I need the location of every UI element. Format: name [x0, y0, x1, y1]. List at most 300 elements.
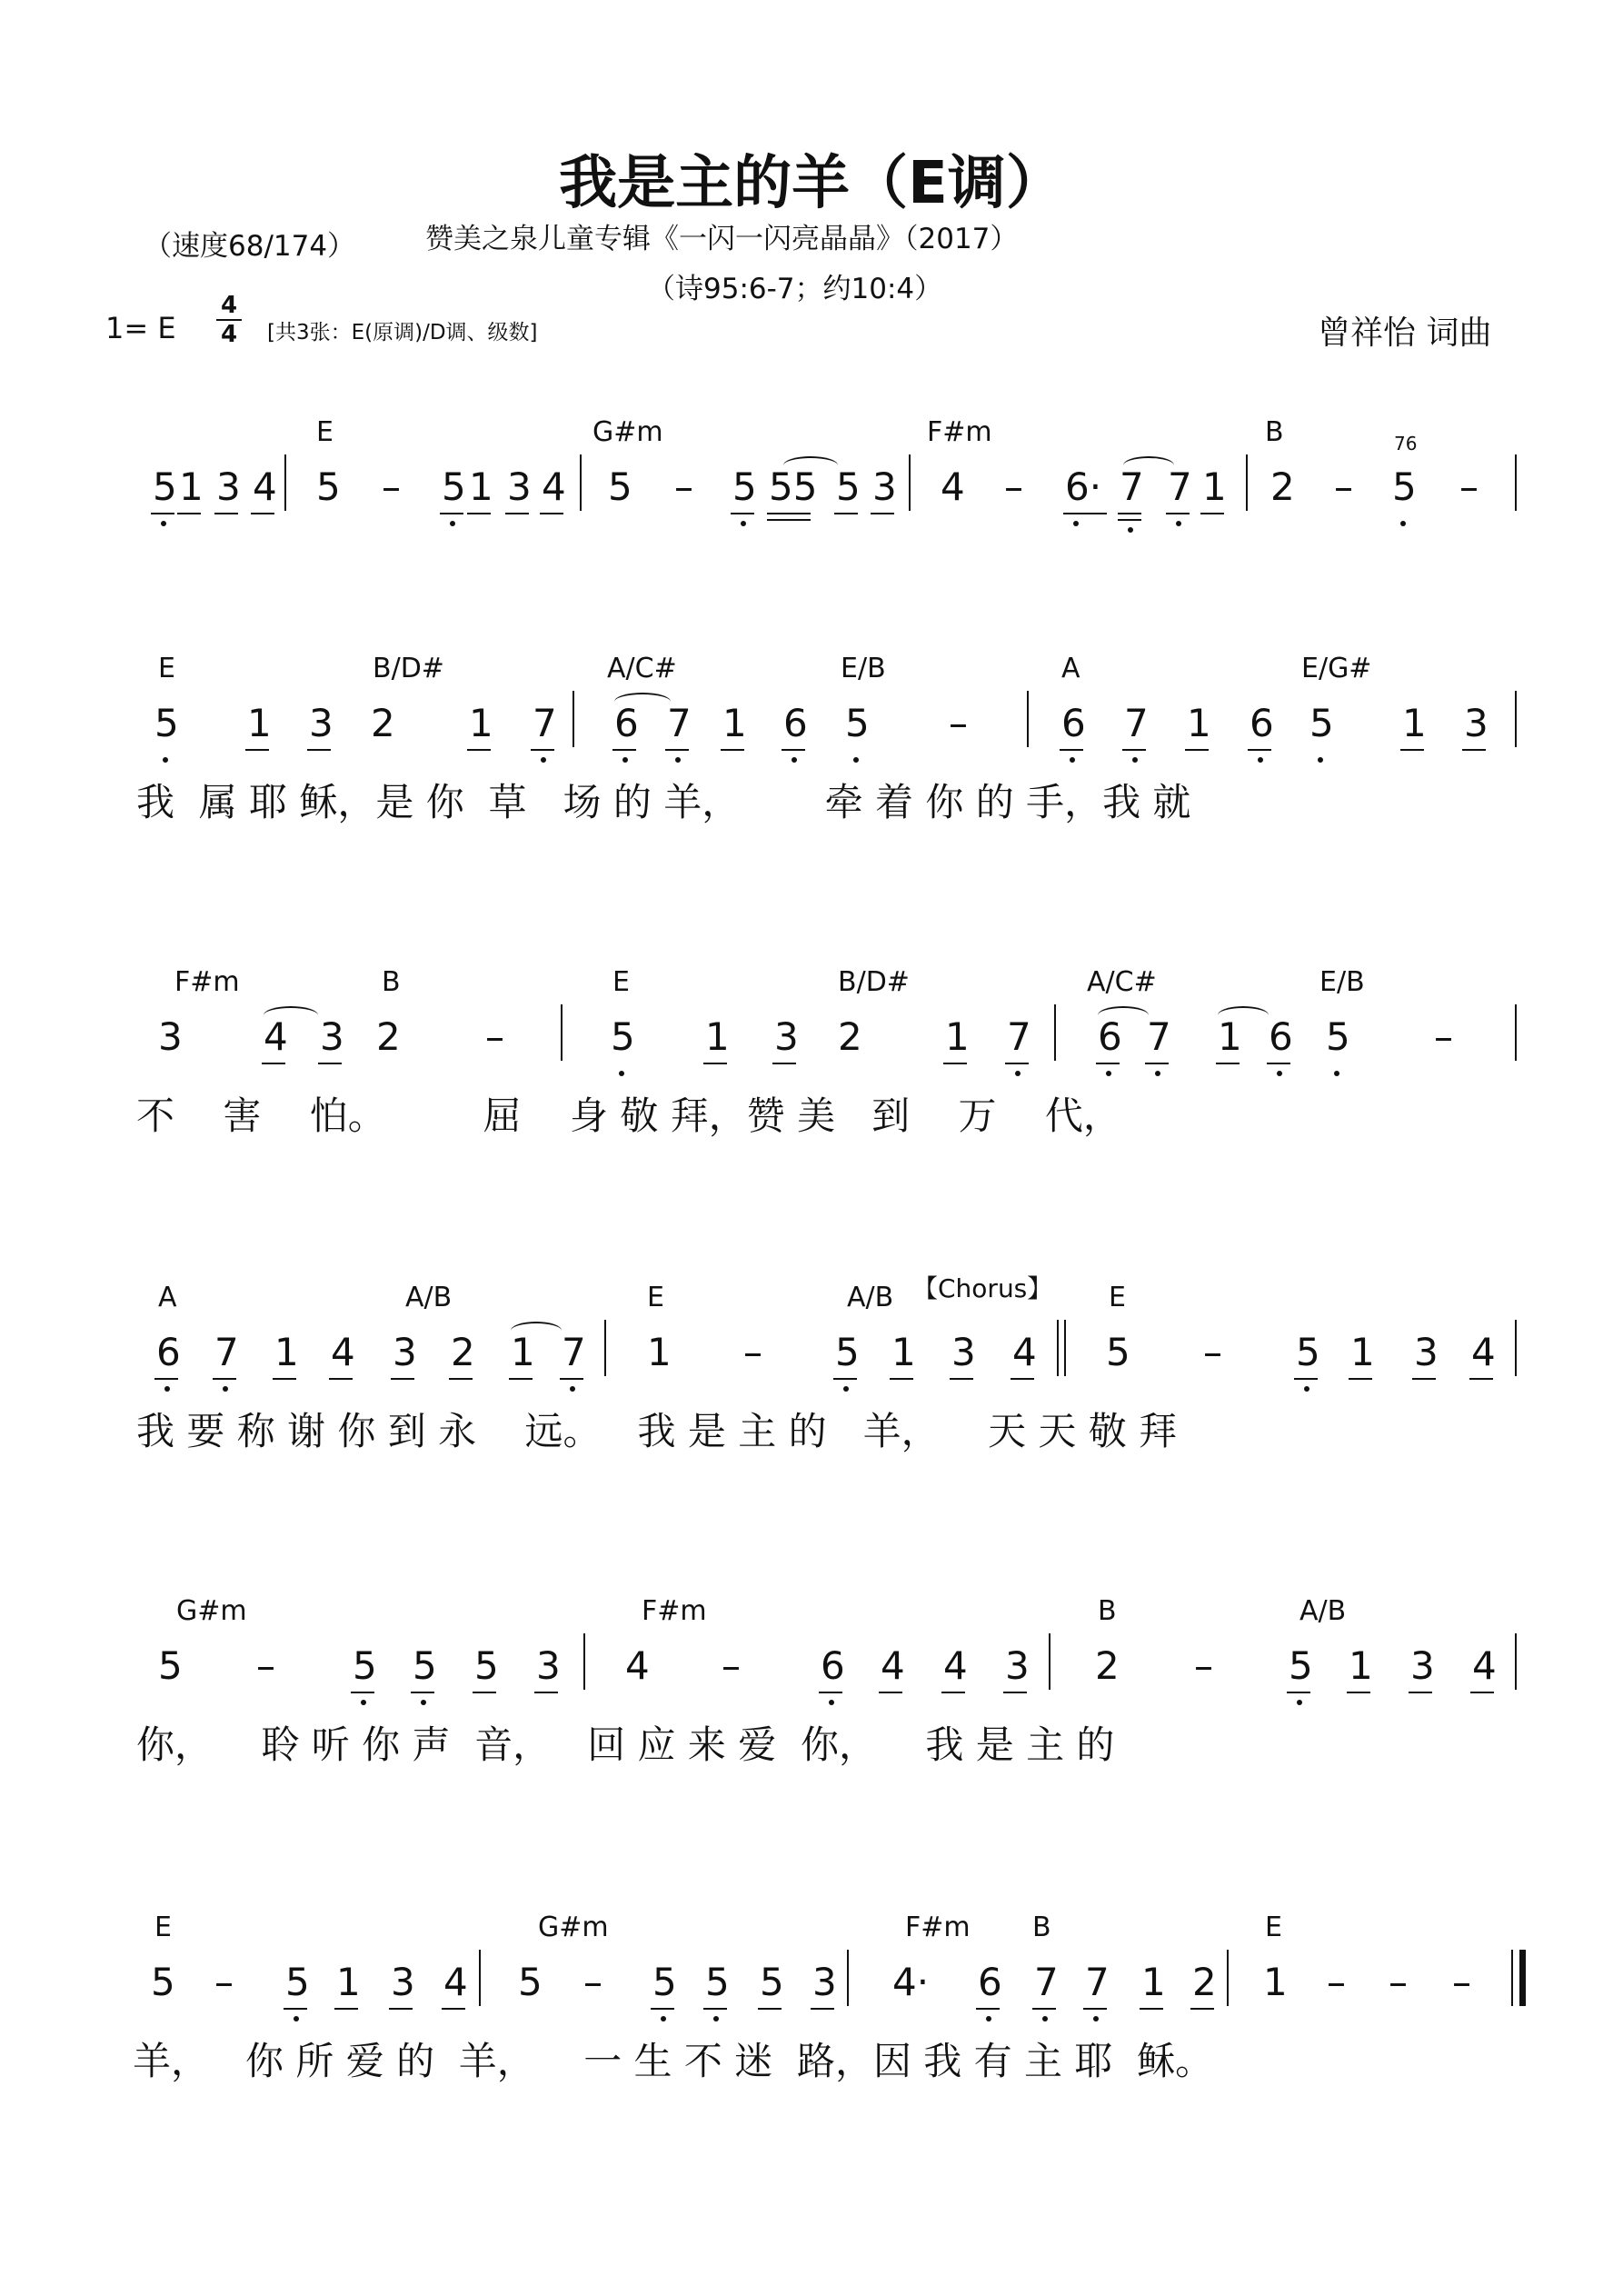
jianpu-note: 5 [474, 1643, 499, 1688]
jianpu-note: 4 [331, 1330, 355, 1374]
jianpu-note: 1 [1202, 464, 1227, 509]
chord-symbol: A/C# [607, 653, 677, 684]
duration-underline [245, 749, 269, 751]
jianpu-note: 7 [562, 1330, 586, 1374]
barline [1027, 691, 1029, 747]
chord-symbol: B/D# [373, 653, 444, 684]
dash-note: – [949, 701, 968, 745]
slur-arc [1123, 456, 1174, 474]
duration-underline [811, 2008, 834, 2010]
duration-underline [214, 513, 238, 514]
low-octave-dot [986, 2016, 991, 2021]
jianpu-note: 6· [1065, 464, 1102, 509]
barline [1054, 1004, 1056, 1061]
jianpu-note: 4 [1012, 1330, 1037, 1374]
low-octave-dot [792, 757, 797, 763]
jianpu-note: 1 [1187, 701, 1211, 745]
jianpu-note: 55 [769, 464, 818, 509]
duration-underline [442, 2008, 465, 2010]
jianpu-note: 3 [158, 1014, 183, 1059]
pages-note: [共3张：E(原调)/D调、级数] [267, 321, 538, 344]
duration-underline [1409, 1692, 1432, 1693]
jianpu-note: 1 [511, 1330, 535, 1374]
duration-underline [1412, 1378, 1436, 1380]
jianpu-note: 5 [1296, 1330, 1320, 1374]
chord-symbol: E/G# [1301, 653, 1372, 684]
duration-underline [941, 1692, 965, 1693]
duration-underline [505, 513, 529, 514]
barline [573, 691, 574, 747]
duration-underline [1349, 1378, 1372, 1380]
jianpu-note: 5 [835, 1330, 860, 1374]
duration-underline [1118, 513, 1141, 514]
jianpu-note: 2 [451, 1330, 475, 1374]
jianpu-note: 5 [353, 1643, 377, 1688]
chord-symbol: F#m [642, 1595, 707, 1627]
jianpu-note: 5 [153, 464, 177, 509]
duration-underline [1011, 1378, 1034, 1380]
duration-underline [1462, 749, 1486, 751]
low-octave-dot [1334, 1071, 1339, 1076]
jianpu-note: 3 [320, 1014, 344, 1059]
time-signature [216, 293, 242, 347]
low-octave-dot [1400, 521, 1406, 526]
duration-underline [1060, 749, 1083, 751]
duration-underline [819, 1692, 842, 1693]
dash-note: – [1389, 1960, 1408, 2004]
jianpu-note: 2 [376, 1014, 401, 1059]
slur-arc [1218, 1006, 1269, 1024]
jianpu-note: 3 [1464, 701, 1489, 745]
jianpu-note: 7 [1085, 1960, 1110, 2004]
jianpu-note: 6 [821, 1643, 845, 1688]
duration-underline [411, 1692, 434, 1693]
dash-note: – [722, 1643, 741, 1688]
barline [1515, 1320, 1517, 1376]
duration-underline [151, 513, 174, 514]
jianpu-note: 5 [1289, 1643, 1313, 1688]
jianpu-note: 5 [1106, 1330, 1130, 1374]
time-numerator: 4 [220, 292, 238, 319]
chord-symbol: G#m [538, 1912, 609, 1943]
duration-underline [449, 1378, 473, 1380]
jianpu-note: 1 [274, 1330, 299, 1374]
slur-arc [783, 456, 838, 474]
barline [583, 1633, 585, 1690]
jianpu-note: 1 [179, 464, 204, 509]
low-octave-dot [1176, 521, 1181, 526]
low-octave-dot [661, 2016, 666, 2021]
dash-note: – [1004, 464, 1023, 509]
low-octave-dot [619, 1071, 624, 1076]
duration-underline [1190, 2008, 1214, 2010]
dash-note: – [1452, 1960, 1471, 2004]
dash-note: – [485, 1014, 504, 1059]
jianpu-note: 2 [1270, 464, 1295, 509]
lyric-line: 不 害 怕。 屈 身 敬 拜，赞 美 到 万 代， [136, 1093, 1121, 1138]
duration-underline [950, 1378, 973, 1380]
duration-underline [612, 749, 636, 751]
duration-underline [976, 2008, 1000, 2010]
barline [580, 454, 582, 511]
duration-underline [703, 2008, 727, 2010]
jianpu-note: 4· [892, 1960, 930, 2004]
slur-arc [264, 1006, 318, 1024]
jianpu-note: 1 [705, 1014, 730, 1059]
dash-note: – [1434, 1014, 1453, 1059]
low-octave-dot [843, 1386, 849, 1392]
chord-symbol: A [1061, 653, 1080, 684]
duration-underline [1200, 513, 1224, 514]
chord-symbol: F#m [905, 1912, 971, 1943]
jianpu-note: 6 [1269, 1014, 1293, 1059]
jianpu-note: 4 [1471, 1330, 1496, 1374]
duration-underline [509, 1378, 533, 1380]
jianpu-note: 3 [1410, 1643, 1435, 1688]
jianpu-note: 3 [216, 464, 241, 509]
duration-underline [531, 749, 554, 751]
jianpu-note: 4 [943, 1643, 968, 1688]
chorus-marker: 【Chorus】 [912, 1273, 1053, 1303]
duration-underline [1118, 519, 1141, 521]
time-denominator: 4 [220, 321, 238, 348]
low-octave-dot [1277, 1071, 1282, 1076]
low-octave-dot [294, 2016, 299, 2021]
tempo-text: （速度68/174） [144, 230, 356, 263]
chord-symbol: A/B [1299, 1595, 1347, 1627]
duration-underline [154, 1378, 178, 1380]
chord-symbol: E [316, 416, 334, 448]
low-octave-dot [1132, 757, 1138, 763]
duration-underline [758, 2008, 782, 2010]
chord-symbol: E [154, 1912, 172, 1943]
duration-underline [1469, 1378, 1493, 1380]
duration-underline [731, 513, 754, 514]
chord-symbol: G#m [592, 416, 663, 448]
duration-underline [1122, 749, 1146, 751]
duration-underline [1267, 1063, 1290, 1064]
jianpu-note: 5 [154, 701, 179, 745]
jianpu-note: 3 [1005, 1643, 1030, 1688]
duration-underline [890, 1378, 913, 1380]
dash-note: – [214, 1960, 234, 2004]
jianpu-note: 1 [1263, 1960, 1288, 2004]
jianpu-note: 4 [253, 464, 277, 509]
low-octave-dot [361, 1700, 366, 1705]
jianpu-note: 3 [774, 1014, 799, 1059]
chord-symbol: A/B [847, 1282, 894, 1313]
jianpu-note: 4 [625, 1643, 650, 1688]
jianpu-note: 7 [1124, 701, 1149, 745]
low-octave-dot [223, 1386, 228, 1392]
chord-symbol: F#m [174, 966, 240, 998]
duration-underline [767, 519, 811, 521]
duration-underline [1185, 749, 1209, 751]
low-octave-dot [421, 1700, 426, 1705]
low-octave-dot [570, 1386, 575, 1392]
duration-underline [351, 1692, 374, 1693]
jianpu-note: 5 [1326, 1014, 1350, 1059]
jianpu-note: 5 [1309, 701, 1334, 745]
jianpu-note: 2 [371, 701, 395, 745]
barline [1515, 1633, 1517, 1690]
barline [1515, 454, 1517, 511]
low-octave-dot [1093, 2016, 1099, 2021]
duration-underline [1032, 2008, 1056, 2010]
jianpu-note: 1 [1402, 701, 1427, 745]
jianpu-note: 1 [1141, 1960, 1166, 2004]
dash-note: – [1459, 464, 1479, 509]
jianpu-note: 2 [838, 1014, 862, 1059]
low-octave-dot [1073, 521, 1079, 526]
chord-symbol: B/D# [838, 966, 910, 998]
author-text: 曾祥怡 词曲 [1318, 314, 1492, 352]
jianpu-note: 1 [247, 701, 272, 745]
jianpu-note: 3 [536, 1643, 561, 1688]
scripture-text: （诗95:6-7；约10:4） [647, 273, 943, 305]
duration-underline [1248, 749, 1271, 751]
slur-arc [1098, 1006, 1149, 1024]
jianpu-note: 4 [542, 464, 566, 509]
jianpu-note: 6 [614, 701, 639, 745]
low-octave-dot [450, 521, 455, 526]
duration-underline [782, 749, 805, 751]
low-octave-dot [1258, 757, 1263, 763]
barline [1515, 1004, 1517, 1061]
jianpu-note: 5 [845, 701, 870, 745]
jianpu-note: 7 [1120, 464, 1144, 509]
duration-underline [273, 1378, 296, 1380]
chord-symbol: A/B [405, 1282, 453, 1313]
duration-underline [1347, 1692, 1370, 1693]
low-octave-dot [853, 757, 859, 763]
jianpu-note: 7 [1034, 1960, 1059, 2004]
duration-underline [560, 1378, 583, 1380]
jianpu-note: 3 [507, 464, 532, 509]
low-octave-dot [541, 757, 546, 763]
duration-underline [943, 1063, 967, 1064]
lyric-line: 羊， 你 所 爱 的 羊， 一 生 不 迷 路，因 我 有 主 耶 稣。 [133, 2039, 1214, 2083]
dash-note: – [1327, 1960, 1346, 2004]
low-octave-dot [1042, 2016, 1048, 2021]
jianpu-note: 6 [1098, 1014, 1122, 1059]
duration-underline [834, 513, 858, 514]
low-octave-dot [1297, 1700, 1302, 1705]
duration-underline [540, 513, 563, 514]
jianpu-note: 5 [652, 1960, 677, 2004]
jianpu-note: 7 [667, 701, 692, 745]
jianpu-note: 3 [812, 1960, 837, 2004]
dash-note: – [674, 464, 693, 509]
jianpu-note: 6 [978, 1960, 1002, 2004]
low-octave-dot [163, 757, 168, 763]
dash-note: – [256, 1643, 275, 1688]
jianpu-note: 6 [1250, 701, 1274, 745]
duration-underline [1003, 1692, 1027, 1693]
jianpu-note: 1 [469, 464, 493, 509]
duration-underline [334, 2008, 358, 2010]
jianpu-note: 1 [336, 1960, 361, 2004]
album-text: 赞美之泉儿童专辑《一闪一闪亮晶晶》（2017） [425, 223, 1019, 255]
duration-underline [1140, 2008, 1163, 2010]
low-octave-dot [1155, 1071, 1160, 1076]
low-octave-dot [829, 1700, 834, 1705]
jianpu-note: 1 [1218, 1014, 1242, 1059]
chord-symbol: E [158, 653, 175, 684]
jianpu-note: 1 [945, 1014, 970, 1059]
jianpu-note: 5 [316, 464, 341, 509]
jianpu-note: 1 [891, 1330, 916, 1374]
chord-symbol: B [382, 966, 401, 998]
duration-underline [1096, 1063, 1120, 1064]
duration-underline [329, 1378, 353, 1380]
duration-underline [1063, 513, 1107, 514]
slur-arc [511, 1322, 562, 1340]
duration-underline [467, 749, 491, 751]
jianpu-note: 3 [1414, 1330, 1439, 1374]
barline [1227, 1950, 1229, 2006]
duration-underline [534, 1692, 558, 1693]
chord-symbol: G#m [176, 1595, 247, 1627]
duration-underline [833, 1378, 857, 1380]
dash-note: – [743, 1330, 762, 1374]
jianpu-note: 1 [469, 701, 493, 745]
jianpu-note: 5 [285, 1960, 310, 2004]
duration-underline [1083, 2008, 1107, 2010]
low-octave-dot [622, 757, 628, 763]
jianpu-note: 5 [705, 1960, 730, 2004]
duration-underline [284, 2008, 307, 2010]
low-octave-dot [1106, 1071, 1111, 1076]
duration-underline [772, 1063, 796, 1064]
chord-symbol: A [158, 1282, 177, 1313]
duration-underline [651, 2008, 674, 2010]
low-octave-dot [164, 1386, 170, 1392]
low-octave-dot [741, 521, 746, 526]
chord-symbol: E [612, 966, 630, 998]
jianpu-note: 5 [151, 1960, 175, 2004]
duration-underline [767, 513, 811, 514]
barline [1049, 1633, 1050, 1690]
dash-note: – [1334, 464, 1353, 509]
jianpu-note: 5 [413, 1643, 437, 1688]
low-octave-dot [1318, 757, 1323, 763]
jianpu-note: 5 [608, 464, 632, 509]
jianpu-note: 2 [1095, 1643, 1120, 1688]
jianpu-note: 4 [941, 464, 965, 509]
jianpu-note: 1 [722, 701, 747, 745]
jianpu-note: 5 [442, 464, 466, 509]
barline [479, 1950, 481, 2006]
jianpu-note: 5 [611, 1014, 635, 1059]
jianpu-note: 7 [1007, 1014, 1031, 1059]
duration-underline [318, 1063, 342, 1064]
dash-note: – [583, 1960, 602, 2004]
low-octave-dot [675, 757, 681, 763]
double-barline [1064, 1320, 1066, 1376]
duration-underline [721, 749, 744, 751]
lyric-line: 你， 聆 听 你 声 音， 回 应 来 爱 你， 我 是 主 的 [136, 1722, 1115, 1767]
grace-note: 76 [1394, 433, 1418, 454]
slur-arc [614, 693, 671, 711]
double-barline [1057, 1320, 1059, 1376]
jianpu-note: 7 [1147, 1014, 1171, 1059]
duration-underline [1005, 1063, 1029, 1064]
jianpu-note: 5 [158, 1643, 183, 1688]
jianpu-note: 7 [214, 1330, 239, 1374]
duration-underline [1287, 1692, 1310, 1693]
key-signature: 1= E [105, 311, 176, 345]
chord-symbol: B [1098, 1595, 1117, 1627]
chord-symbol: B [1265, 416, 1284, 448]
duration-underline [473, 1692, 496, 1693]
duration-underline [1216, 1063, 1240, 1064]
jianpu-note: 5 [760, 1960, 784, 2004]
duration-underline [307, 749, 331, 751]
jianpu-note: 4 [443, 1960, 468, 2004]
duration-underline [262, 1063, 285, 1064]
jianpu-note: 3 [309, 701, 334, 745]
barline [1246, 454, 1248, 511]
barline [909, 454, 911, 511]
dash-note: – [382, 464, 401, 509]
low-octave-dot [713, 2016, 719, 2021]
duration-underline [1145, 1063, 1169, 1064]
jianpu-note: 6 [156, 1330, 181, 1374]
duration-underline [467, 513, 491, 514]
dash-note: – [1194, 1643, 1213, 1688]
page-title: 我是主的羊（E调） [559, 150, 1064, 217]
final-barline [1519, 1950, 1526, 2006]
duration-underline [1294, 1378, 1318, 1380]
chord-symbol: F#m [927, 416, 992, 448]
jianpu-note: 5 [518, 1960, 543, 2004]
duration-underline [251, 513, 274, 514]
chord-symbol: B [1032, 1912, 1051, 1943]
jianpu-note: 4 [264, 1014, 288, 1059]
low-octave-dot [161, 521, 166, 526]
duration-underline [703, 1063, 727, 1064]
dash-note: – [1203, 1330, 1222, 1374]
jianpu-note: 3 [391, 1960, 415, 2004]
jianpu-note: 4 [1472, 1643, 1497, 1688]
barline [561, 1004, 563, 1061]
low-octave-dot [1304, 1386, 1309, 1392]
chord-symbol: E [1265, 1912, 1282, 1943]
jianpu-note: 7 [1168, 464, 1192, 509]
duration-underline [665, 749, 689, 751]
jianpu-note: 6 [1061, 701, 1086, 745]
jianpu-note: 3 [872, 464, 897, 509]
duration-underline [1470, 1692, 1494, 1693]
jianpu-note: 3 [393, 1330, 417, 1374]
barline [284, 454, 286, 511]
chord-symbol: A/C# [1087, 966, 1157, 998]
jianpu-note: 7 [533, 701, 557, 745]
jianpu-note: 2 [1192, 1960, 1217, 2004]
jianpu-note: 6 [783, 701, 808, 745]
lyric-line: 我 要 称 谢 你 到 永 远。 我 是 主 的 羊， 天 天 敬 拜 [136, 1409, 1178, 1453]
low-octave-dot [1070, 757, 1075, 763]
duration-underline [213, 1378, 236, 1380]
duration-underline [177, 513, 201, 514]
barline [604, 1320, 606, 1376]
low-octave-dot [1128, 527, 1133, 533]
duration-underline [440, 513, 463, 514]
jianpu-note: 5 [836, 464, 861, 509]
barline [847, 1950, 849, 2006]
duration-underline [389, 2008, 413, 2010]
